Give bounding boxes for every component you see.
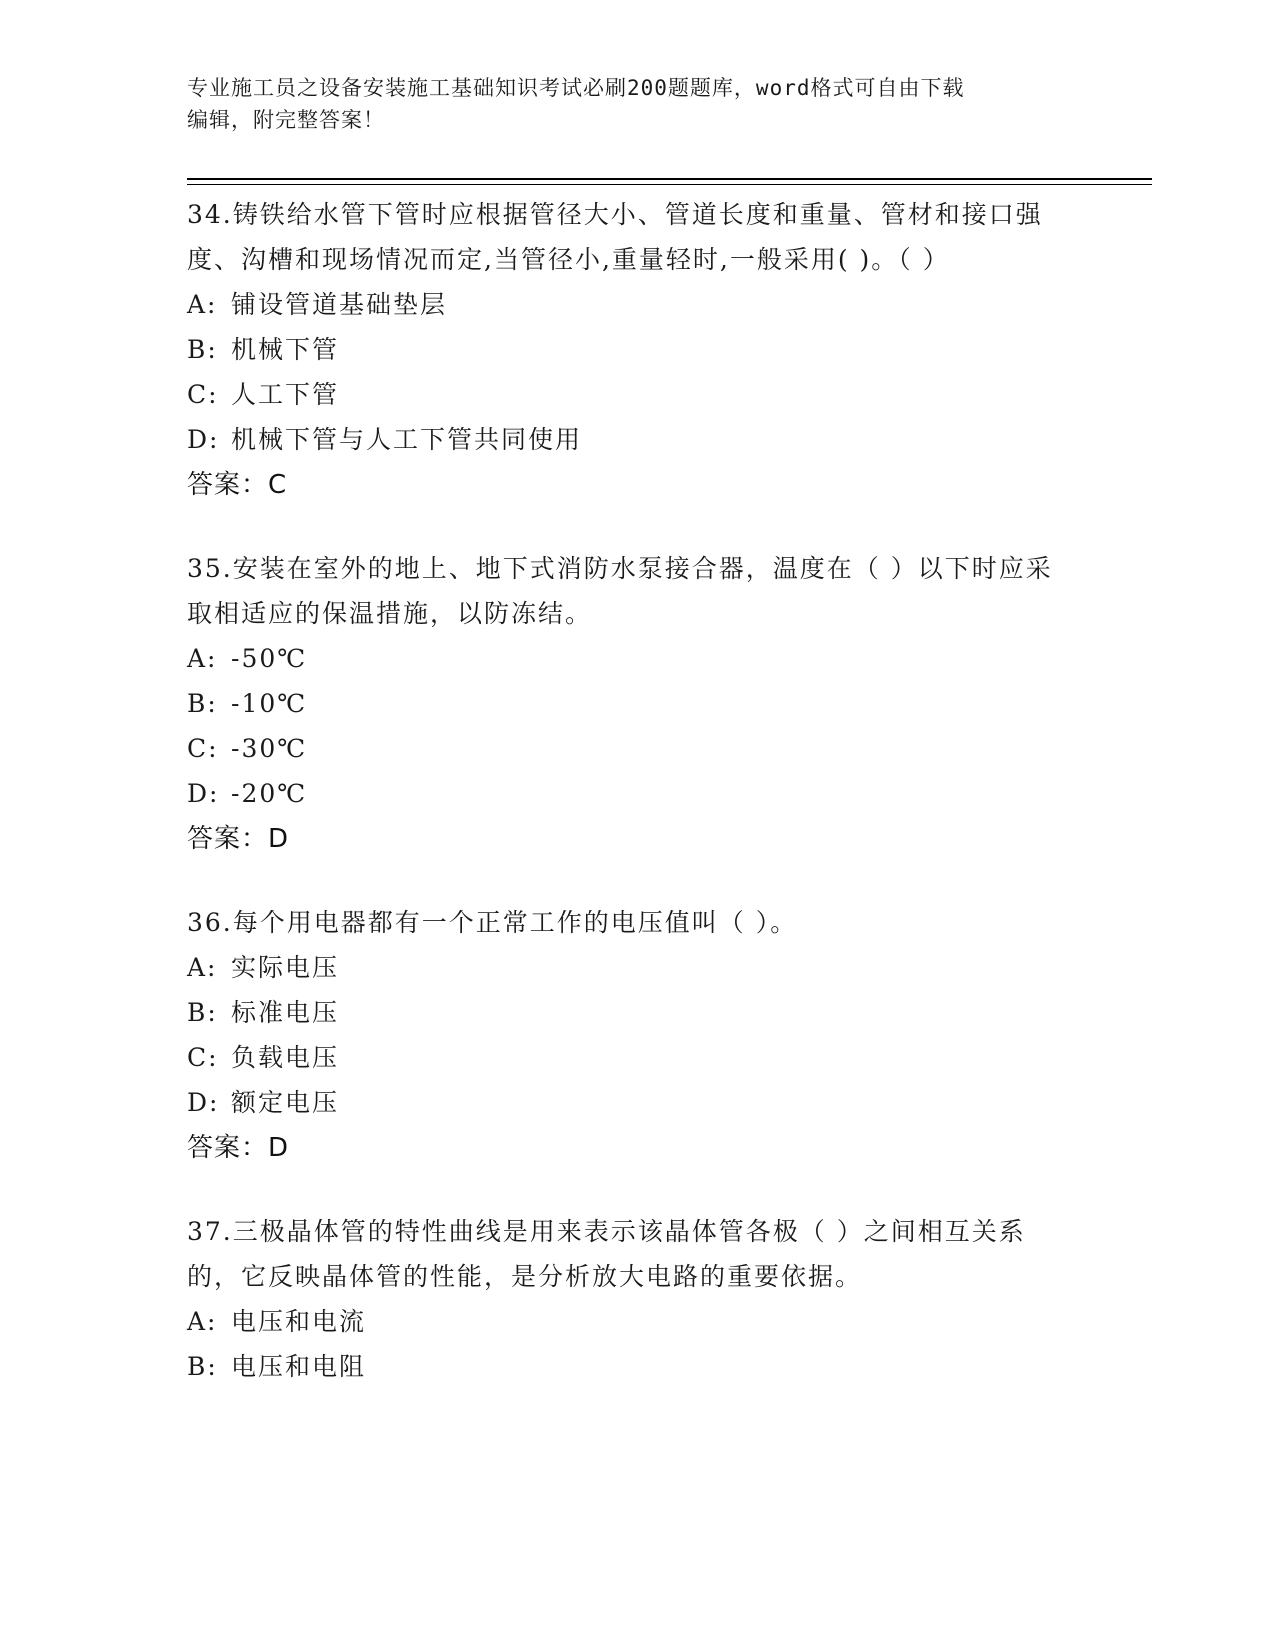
- option-d: [187, 1080, 1067, 1125]
- option-key: A:: [187, 1307, 218, 1336]
- option-text: 机械下管: [231, 335, 340, 364]
- option-d: [187, 417, 1067, 462]
- option-text: -10℃: [231, 689, 308, 718]
- option-b: [187, 327, 1067, 372]
- question-37: [187, 1209, 1067, 1389]
- option-a: [187, 636, 1067, 681]
- question-stem: 37.三极晶体管的特性曲线是用来表示该晶体管各极（ ）之间相互关系的，它反映晶体管的性能，是分析放大电路的重要依据。: [187, 1217, 1026, 1291]
- option-text: 电压和电阻: [231, 1352, 367, 1381]
- question-stem: 36.每个用电器都有一个正常工作的电压值叫（ ）。: [187, 908, 798, 937]
- document-header: [187, 72, 1067, 136]
- option-text: 人工下管: [231, 380, 340, 409]
- option-key: B:: [187, 1352, 218, 1381]
- option-key: B:: [187, 998, 218, 1027]
- header-line-1: 专业施工员之设备安装施工基础知识考试必刷200题题库，word格式可自由下载: [187, 76, 965, 100]
- answer-line: 答案：C: [187, 470, 288, 500]
- option-b: [187, 1344, 1067, 1389]
- header-divider-thick: [187, 178, 1152, 180]
- option-key: C:: [187, 380, 219, 409]
- option-key: D:: [187, 1088, 220, 1117]
- option-a: [187, 945, 1067, 990]
- option-key: B:: [187, 335, 218, 364]
- option-key: A:: [187, 644, 218, 673]
- option-text: 标准电压: [231, 998, 340, 1027]
- option-key: D:: [187, 425, 220, 454]
- question-stem: 34.铸铁给水管下管时应根据管径大小、管道长度和重量、管材和接口强度、沟槽和现场情况而定,当管径小,重量轻时,一般采用( )。（ ）: [187, 200, 1043, 274]
- option-text: -30℃: [231, 734, 308, 763]
- option-text: -50℃: [231, 644, 308, 673]
- header-divider-thin: [187, 184, 1152, 185]
- option-key: A:: [187, 953, 218, 982]
- option-text: 负载电压: [231, 1043, 340, 1072]
- option-text: 额定电压: [231, 1088, 340, 1117]
- answer-line: 答案：D: [187, 1133, 290, 1163]
- option-c: [187, 372, 1067, 417]
- option-key: C:: [187, 1043, 219, 1072]
- option-d: [187, 771, 1067, 816]
- question-34: [187, 192, 1067, 508]
- option-c: [187, 726, 1067, 771]
- option-b: [187, 990, 1067, 1035]
- question-list: [187, 192, 1067, 1427]
- option-key: A:: [187, 290, 218, 319]
- option-text: 铺设管道基础垫层: [231, 290, 448, 319]
- option-text: 机械下管与人工下管共同使用: [231, 425, 583, 454]
- option-key: D:: [187, 779, 220, 808]
- option-b: [187, 681, 1067, 726]
- question-35: [187, 546, 1067, 862]
- option-text: -20℃: [231, 779, 308, 808]
- option-key: C:: [187, 734, 219, 763]
- option-c: [187, 1035, 1067, 1080]
- option-text: 电压和电流: [231, 1307, 367, 1336]
- header-line-2: 编辑，附完整答案！: [187, 108, 385, 132]
- option-key: B:: [187, 689, 218, 718]
- question-stem: 35.安装在室外的地上、地下式消防水泵接合器，温度在（ ）以下时应采取相适应的保温措施，以防冻结。: [187, 554, 1053, 628]
- option-a: [187, 282, 1067, 327]
- answer-line: 答案：D: [187, 824, 290, 854]
- question-36: [187, 900, 1067, 1171]
- option-text: 实际电压: [231, 953, 340, 982]
- option-a: [187, 1299, 1067, 1344]
